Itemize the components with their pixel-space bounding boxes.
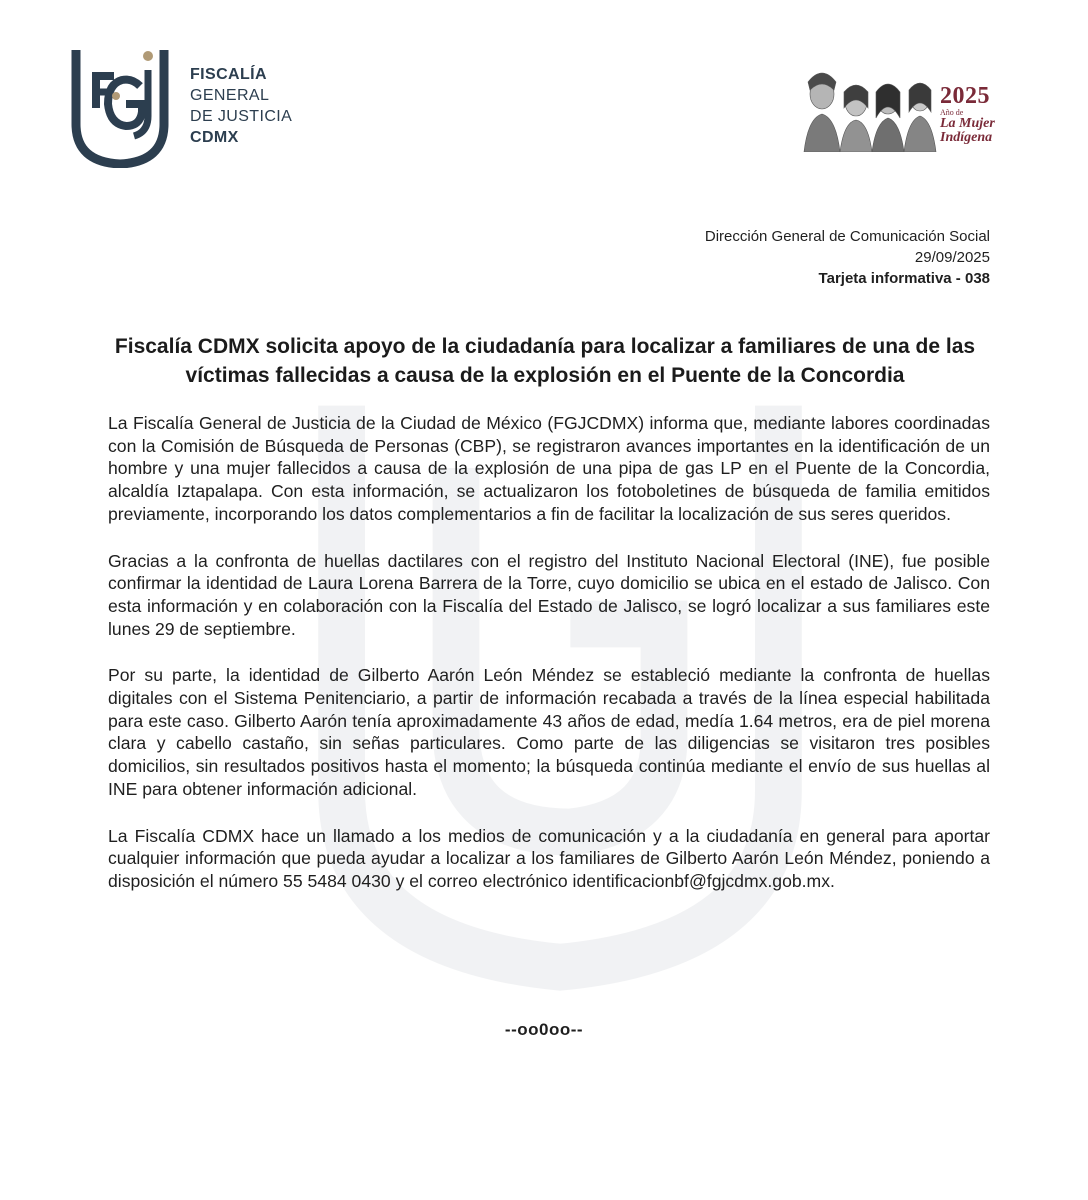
banner-line-2: Indígena [940,130,993,145]
logo-line-2: GENERAL [190,87,270,104]
logo-line-3: DE JUSTICIA [190,108,293,125]
banner-small-text: Año de [940,108,964,117]
paragraph: Gracias a la confronta de huellas dactilares con el registro del Instituto Nacional Electoral (INE), fue posible confirmar la identidad de Laura Lorena Barrera de la Torre, cuyo domicilio se ubica en el estado de Jalisco. Con esta información y en colaboración con la Fiscalía del Estado de Jalisco, se logró localizar a sus familiares este lunes 29 de septiembre. [108,550,990,639]
document-body [108,412,990,917]
fgj-logo [70,46,310,170]
indigenous-women-illustration-icon [800,62,940,152]
paragraph: La Fiscalía General de Justicia de la Ciudad de México (FGJCDMX) informa que, mediante labores coordinadas con la Comisión de Búsqueda de Personas (CBP), se registraron avances importantes en la identificación de un hombre y una mujer fallecidos a causa de la explosión de una pipa de gas LP en el Puente de la Concordia, alcaldía Iztapalapa. Con esta información, se actualizaron los fotoboletines de búsqueda de familia emitidos previamente, incorporando los datos complementarios a fin de facilitar la localización de sus seres queridos. [108,413,990,524]
document-title: Fiscalía CDMX solicita apoyo de la ciudadanía para localizar a familiares de una de las víctimas fallecidas a causa de la explosión en el Puente de la Concordia [114,335,976,387]
document-reference: Tarjeta informativa - 038 [818,270,990,287]
logo-line-4: CDMX [190,129,239,146]
department-name: Dirección General de Comunicación Social [704,228,990,245]
document-date: 29/09/2025 [914,249,990,266]
logo-text [190,64,292,148]
fgj-logo-icon [70,46,170,168]
paragraph: Por su parte, la identidad de Gilberto Aarón León Méndez se estableció mediante la confronta de huellas digitales con el Sistema Penitenciario, a partir de información recabada a través de la línea especial habilitada para este caso. Gilberto Aarón tenía aproximadamente 43 años de edad, medía 1.64 metros, era de piel morena clara y cabello castaño, sin señas particulares. Como parte de las diligencias se visitaron tres posibles domicilios, sin resultados positivos hasta el momento; la búsqueda continúa mediante el envío de sus huellas al INE para obtener información adicional. [108,665,990,799]
closing-mark: --oo0oo-- [504,1020,584,1039]
banner-year: 2025 [940,83,990,109]
banner-line-1: La Mujer [940,116,995,131]
document-meta [705,226,990,289]
year-banner [800,62,1015,157]
logo-line-1: FISCALÍA [190,66,267,83]
year-block [940,84,1015,145]
paragraph: La Fiscalía CDMX hace un llamado a los medios de comunicación y a la ciudadanía en general para aportar cualquier información que pueda ayudar a localizar a los familiares de Gilberto Aarón León Méndez, poniendo a disposición el número 55 5484 0430 y el correo electrónico identificacionbf@fgjcdmx.gob.mx. [108,825,990,891]
